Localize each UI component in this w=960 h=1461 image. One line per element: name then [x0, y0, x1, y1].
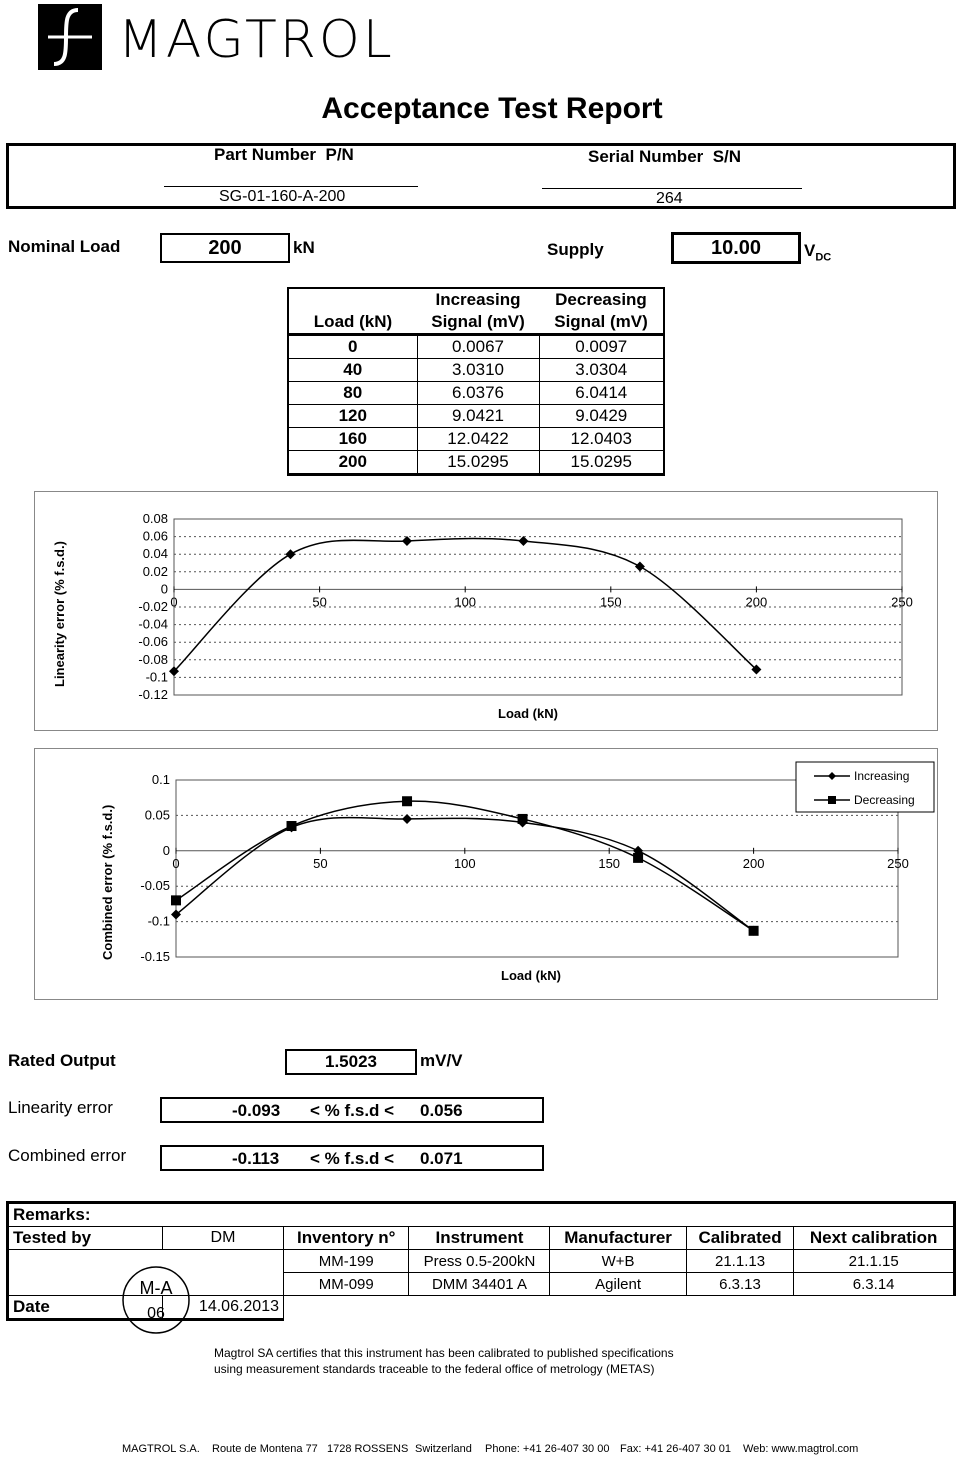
table-cell: 12.0422	[417, 428, 539, 451]
combined-error-label: Combined error	[8, 1146, 127, 1165]
rated-output-label: Rated Output	[8, 1051, 116, 1070]
y-tick-label: -0.1	[145, 669, 168, 685]
chart-grid	[174, 519, 902, 695]
legend-label: Decreasing	[854, 793, 915, 807]
y-tick-label: -0.12	[138, 687, 168, 702]
supply-unit: $V_{DC}$	[804, 241, 832, 264]
x-axis-label: Load (kN)	[501, 968, 561, 983]
stamp-line-2: 06	[147, 1305, 165, 1322]
table-row	[288, 335, 664, 359]
nominal-load-unit: kN	[293, 238, 315, 257]
table-cell: 40	[288, 359, 417, 382]
linearity-error-label: Linearity error	[8, 1098, 113, 1117]
table-cell: 21.1.15	[794, 1250, 955, 1273]
table-row	[288, 451, 664, 475]
table-cell: 12.0403	[539, 428, 664, 451]
table-cell: 6.0376	[417, 382, 539, 405]
linearity-error-chart	[34, 491, 938, 731]
x-tick-label: 50	[313, 855, 328, 871]
table-cell: 6.3.14	[794, 1273, 955, 1296]
date-label: Date	[8, 1296, 163, 1320]
serial-number-label: Serial Number S/N	[588, 147, 742, 166]
y-tick-label: 0.04	[142, 546, 168, 562]
data-point	[171, 895, 181, 905]
plot-area	[176, 780, 898, 957]
range-text: < % f.s.d <	[310, 1101, 395, 1120]
nominal-load-value: 200	[160, 233, 290, 263]
data-point	[402, 814, 412, 824]
combined-min: -0.113	[232, 1149, 280, 1168]
data-point	[287, 821, 297, 831]
part-number-value: SG-01-160-A-200	[219, 188, 346, 205]
x-tick-label: 100	[453, 855, 476, 871]
table-header: Manufacturer	[550, 1227, 686, 1250]
date-value: 14.06.2013	[163, 1296, 284, 1320]
table-header: Instrument	[409, 1227, 550, 1250]
table-cell: 3.0304	[539, 359, 664, 382]
table-cell: 6.3.13	[686, 1273, 794, 1296]
x-tick-label: 50	[312, 594, 327, 610]
table-header-row-2	[288, 311, 664, 335]
table-cell: 0.0097	[539, 335, 664, 359]
y-tick-label: 0.02	[142, 563, 168, 579]
part-number-underline	[164, 186, 418, 187]
data-point	[402, 536, 412, 546]
table-cell: 120	[288, 405, 417, 428]
remarks-row	[8, 1203, 955, 1227]
table-header: Calibrated	[686, 1227, 794, 1250]
stamp-line-1: M-A	[139, 1278, 173, 1298]
combined-error-box	[160, 1145, 544, 1171]
range-text: < % f.s.d <	[310, 1149, 395, 1168]
footer-fax: Fax: +41 26-407 30 01	[620, 1443, 731, 1455]
y-tick-label: 0.05	[144, 807, 170, 823]
table-cell: 6.0414	[539, 382, 664, 405]
data-point	[518, 536, 528, 546]
table-header: Signal (mV)	[539, 311, 664, 335]
rated-output-value: 1.5023	[285, 1049, 417, 1075]
chart-ticks	[140, 772, 908, 964]
table-cell: DMM 34401 A	[409, 1273, 550, 1296]
part-number-label: Part Number P/N	[214, 145, 354, 164]
y-tick-label: 0	[162, 842, 170, 858]
y-axis-label: Linearity error (% f.s.d.)	[52, 541, 67, 687]
x-tick-label: 0	[170, 594, 178, 610]
serial-number-underline	[542, 188, 802, 189]
chart-legend	[796, 762, 934, 812]
empty-cell	[284, 1296, 955, 1320]
remarks-label: Remarks:	[8, 1203, 955, 1227]
y-tick-label: 0	[160, 581, 168, 597]
tested-by-value: DM	[163, 1227, 284, 1250]
data-point	[635, 562, 645, 572]
footer-country: Switzerland	[415, 1443, 472, 1455]
stamp-circle-icon	[123, 1267, 189, 1333]
table-cell: 0	[288, 335, 417, 359]
inspection-stamp	[112, 1262, 202, 1340]
table-row	[288, 359, 664, 382]
table-row	[288, 428, 664, 451]
x-tick-label: 250	[891, 594, 913, 610]
linearity-min: -0.093	[232, 1101, 281, 1120]
table-header: Increasing	[417, 288, 539, 311]
chart-grid	[176, 780, 898, 957]
table-cell: 3.0310	[417, 359, 539, 382]
table-cell: 160	[288, 428, 417, 451]
supply-label: Supply	[547, 240, 604, 259]
table-header: Load (kN)	[288, 311, 417, 335]
table-cell: MM-199	[284, 1250, 409, 1273]
table-cell: 9.0421	[417, 405, 539, 428]
data-point	[749, 926, 759, 936]
y-axis-label: Combined error (% f.s.d.)	[100, 804, 115, 960]
legend-label: Increasing	[854, 769, 910, 783]
y-tick-label: -0.02	[138, 599, 168, 614]
table-cell: 9.0429	[539, 405, 664, 428]
y-tick-label: -0.05	[140, 878, 170, 894]
x-tick-label: 0	[172, 855, 180, 871]
table-header	[288, 288, 417, 311]
serial-number-value: 264	[656, 190, 683, 207]
linearity-error-box	[160, 1097, 544, 1123]
combined-max: 0.071	[420, 1149, 463, 1168]
table-cell: Agilent	[550, 1273, 686, 1296]
table-header: Decreasing	[539, 288, 664, 311]
certification-line-1: Magtrol SA certifies that this instrument has been calibrated to published specifications	[214, 1346, 674, 1360]
load-signal-table	[287, 287, 665, 476]
linearity-max: 0.056	[420, 1101, 463, 1120]
y-tick-label: -0.1	[147, 913, 170, 929]
table-header: Inventory n°	[284, 1227, 409, 1250]
plot-area	[174, 519, 902, 695]
x-tick-label: 100	[454, 594, 477, 610]
data-point	[402, 796, 412, 806]
data-point	[285, 549, 295, 559]
y-tick-label: -0.15	[140, 949, 170, 964]
company-logo-mark	[38, 4, 102, 70]
combined-error-chart	[34, 748, 938, 1000]
footer-address: Route de Montena 77	[212, 1443, 318, 1455]
footer-web: Web: www.magtrol.com	[743, 1443, 859, 1455]
data-point	[518, 814, 528, 824]
table-cell: 200	[288, 451, 417, 475]
x-tick-label: 200	[742, 855, 765, 871]
table-cell: MM-099	[284, 1273, 409, 1296]
data-point	[633, 853, 643, 863]
footer-company: MAGTROL S.A.	[122, 1443, 200, 1455]
table-header: Signal (mV)	[431, 312, 525, 331]
instrument-header-row	[8, 1227, 955, 1250]
table-cell: 15.0295	[539, 451, 664, 475]
footer-city: 1728 ROSSENS	[327, 1443, 409, 1455]
y-tick-label: 0.08	[142, 511, 168, 526]
x-tick-label: 250	[887, 855, 909, 871]
y-tick-label: -0.06	[138, 634, 168, 650]
y-tick-label: 0.06	[142, 528, 168, 544]
table-cell: 0.0067	[417, 335, 539, 359]
legend-marker-square-icon	[828, 796, 836, 804]
x-axis-label: Load (kN)	[498, 706, 558, 721]
table-cell: Press 0.5-200kN	[409, 1250, 550, 1273]
table-header-row-1	[288, 288, 664, 311]
certification-line-2: using measurement standards traceable to the federal office of metrology (METAS)	[214, 1362, 655, 1376]
table-cell: 15.0295	[417, 451, 539, 475]
x-tick-label: 150	[598, 855, 621, 871]
table-row	[288, 382, 664, 405]
logo-symbol-icon	[38, 4, 102, 70]
x-tick-label: 150	[599, 594, 622, 610]
tested-by-label: Tested by	[8, 1227, 163, 1250]
table-cell: 21.1.13	[686, 1250, 794, 1273]
table-cell: 80	[288, 382, 417, 405]
nominal-load-label: Nominal Load	[8, 237, 121, 256]
rated-output-unit: mV/V	[420, 1051, 463, 1070]
footer-phone: Phone: +41 26-407 30 00	[485, 1443, 610, 1455]
table-row	[288, 405, 664, 428]
company-logo-text: MAGTROL	[118, 10, 395, 70]
table-cell: W+B	[550, 1250, 686, 1273]
y-tick-label: -0.08	[138, 651, 168, 667]
table-header: Next calibration	[794, 1227, 955, 1250]
x-tick-label: 200	[745, 594, 768, 610]
y-tick-label: 0.1	[151, 772, 170, 787]
part-serial-box	[6, 143, 956, 209]
page-title: Acceptance Test Report	[321, 92, 663, 125]
supply-value: 10.00	[671, 232, 801, 264]
y-tick-label: -0.04	[138, 616, 168, 632]
